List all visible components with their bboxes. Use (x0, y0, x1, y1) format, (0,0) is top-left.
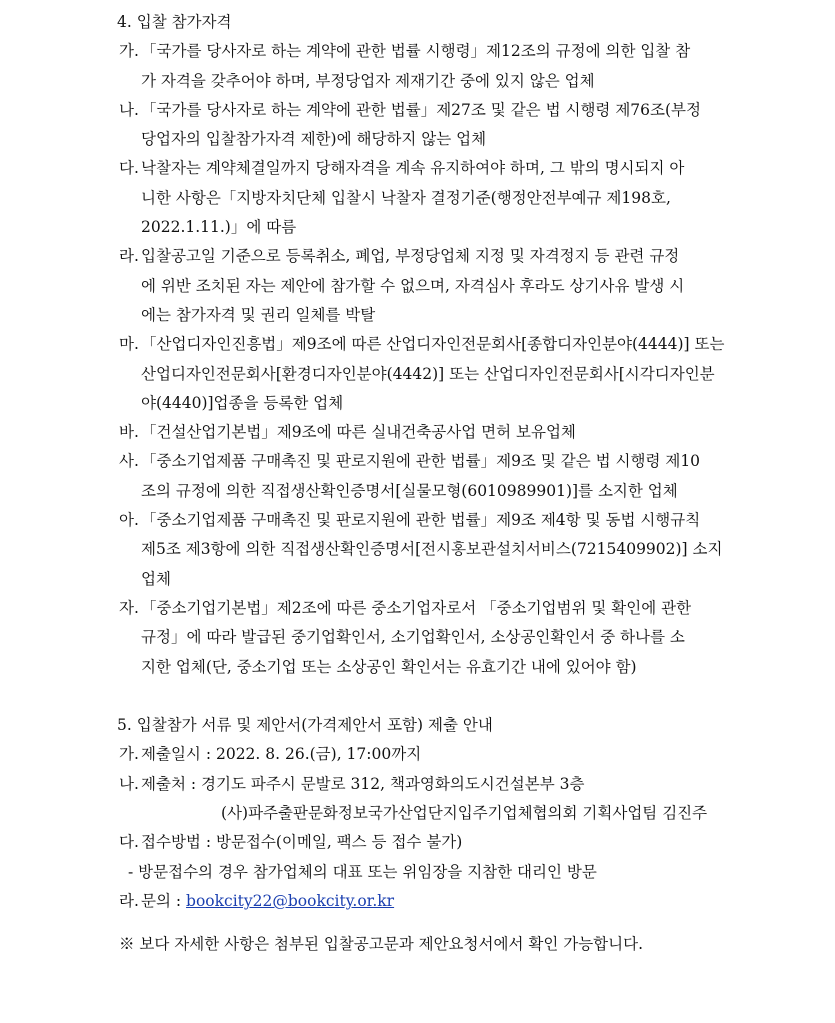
item-method (119, 828, 731, 857)
item-marker: 다. (119, 159, 139, 178)
method-text: 접수방법 : 방문접수(이메일, 팩스 등 접수 불가) (141, 833, 463, 852)
item-marker: 라. (119, 247, 139, 266)
place-line-2: (사)파주출판문화정보국가산업단지입주기업체협의회 기획사업팀 김진주 (221, 804, 708, 823)
item-text: 「중소기업제품 구매촉진 및 판로지원에 관한 법률」제9조 및 같은 법 시행령 제10 (141, 452, 701, 471)
item-marker: 가. (119, 745, 139, 764)
list-item (119, 242, 731, 330)
item-continuation-line: 업체 (141, 569, 171, 588)
item-first-line (119, 330, 731, 359)
item-text: 낙찰자는 계약체결일까지 당해자격을 계속 유지하여야 하며, 그 밖의 명시되지 아 (141, 159, 685, 178)
item-continuation-line: 니한 사항은「지방자치단체 입찰시 낙찰자 결정기준(행정안전부예규 제198호, (141, 188, 671, 207)
contact-label: 문의 : (141, 891, 187, 910)
list-item (119, 37, 731, 96)
item-marker: 나. (119, 774, 139, 793)
item-continuation-line: 2022.1.11.)」에 따름 (141, 218, 297, 237)
item-first-line (119, 154, 731, 183)
item-place (119, 770, 731, 799)
place-text: 제출처 : 경기도 파주시 문발로 312, 책과영화의도시건설본부 3층 (141, 774, 585, 793)
list-item (119, 330, 731, 418)
method-sub-note: - 방문접수의 경우 참가업체의 대표 또는 위임장을 지참한 대리인 방문 (128, 862, 597, 881)
item-marker: 다. (119, 833, 139, 852)
item-text: 「건설산업기본법」제9조에 따른 실내건축공사업 면허 보유업체 (141, 423, 576, 442)
list-item (119, 594, 731, 682)
closing-note: ※ 보다 자세한 사항은 첨부된 입찰공고문과 제안요청서에서 확인 가능합니다. (119, 935, 644, 954)
item-text: 「중소기업제품 구매촉진 및 판로지원에 관한 법률」제9조 제4항 및 동법 시행규칙 (141, 511, 701, 530)
spacer (0, 916, 835, 930)
list-item (119, 418, 731, 447)
item-continuation-line: 조의 규정에 의한 직접생산확인증명서[실물모형(6010989901)]를 소지한 업체 (141, 481, 678, 500)
item-marker: 바. (119, 423, 139, 442)
item-continuation-line: 산업디자인전문회사[환경디자인분야(4442)] 또는 산업디자인전문회사[시각디자인분 (141, 364, 715, 383)
item-continuation-line: 에 위반 조치된 자는 제안에 참가할 수 없으며, 자격심사 후라도 상기사유 발생 시 (141, 276, 685, 295)
item-marker: 가. (119, 42, 139, 61)
item-marker: 나. (119, 100, 139, 119)
item-continuation-line: 당업자의 입찰참가자격 제한)에 해당하지 않는 업체 (141, 130, 487, 149)
item-contact (119, 887, 731, 916)
list-item (119, 506, 731, 594)
item-continuation-line: 규정」에 따라 발급된 중기업확인서, 소기업확인서, 소상공인확인서 중 하나를 소 (141, 628, 685, 647)
item-continuation-line: 에는 참가자격 및 권리 일체를 박탈 (141, 305, 376, 324)
item-first-line (119, 447, 731, 476)
item-continuation-line: 가 자격을 갖추어야 하며, 부정당업자 제재기간 중에 있지 않은 업체 (141, 71, 595, 90)
item-first-line (119, 242, 731, 271)
item-marker: 라. (119, 891, 139, 910)
item-first-line (119, 594, 731, 623)
item-marker: 마. (119, 335, 139, 354)
spacer (0, 682, 835, 711)
item-first-line (119, 96, 731, 125)
item-text: 「국가를 당사자로 하는 계약에 관한 법률」제27조 및 같은 법 시행령 제76조(부정 (141, 100, 701, 119)
item-first-line (119, 37, 731, 66)
section-5-title: 5. 입찰참가 서류 및 제안서(가격제안서 포함) 제출 안내 (117, 716, 493, 735)
item-continuation-line: 지한 업체(단, 중소기업 또는 소상공인 확인서는 유효기간 내에 있어야 함) (141, 657, 637, 676)
deadline-text: 제출일시 : 2022. 8. 26.(금), 17:00까지 (141, 745, 422, 764)
item-marker: 아. (119, 511, 139, 530)
list-item (119, 96, 731, 155)
item-marker: 자. (119, 598, 139, 617)
item-first-line (119, 506, 731, 535)
item-deadline (119, 740, 731, 769)
item-text: 「국가를 당사자로 하는 계약에 관한 법률 시행령」제12조의 규정에 의한 입찰 참 (141, 42, 691, 61)
item-text: 입찰공고일 기준으로 등록취소, 폐업, 부정당업체 지정 및 자격정지 등 관련 규정 (141, 247, 680, 266)
item-text: 「산업디자인진흥법」제9조에 따른 산업디자인전문회사[종합디자인분야(4444)] 또는 (141, 335, 725, 354)
contact-email-link[interactable]: bookcity22@bookcity.or.kr (186, 891, 395, 910)
item-first-line (119, 418, 731, 447)
section-4-items (0, 37, 835, 682)
list-item (119, 154, 731, 242)
section-4-title: 4. 입찰 참가자격 (117, 13, 232, 31)
item-marker: 사. (119, 452, 139, 471)
item-continuation-line: 제5조 제3항에 의한 직접생산확인증명서[전시홍보관설치서비스(7215409902)] 소지 (141, 540, 723, 559)
item-continuation-line: 야(4440)]업종을 등록한 업체 (141, 393, 344, 412)
item-text: 「중소기업기본법」제2조에 따른 중소기업자로서 「중소기업범위 및 확인에 관한 (141, 598, 692, 617)
list-item (119, 447, 731, 506)
